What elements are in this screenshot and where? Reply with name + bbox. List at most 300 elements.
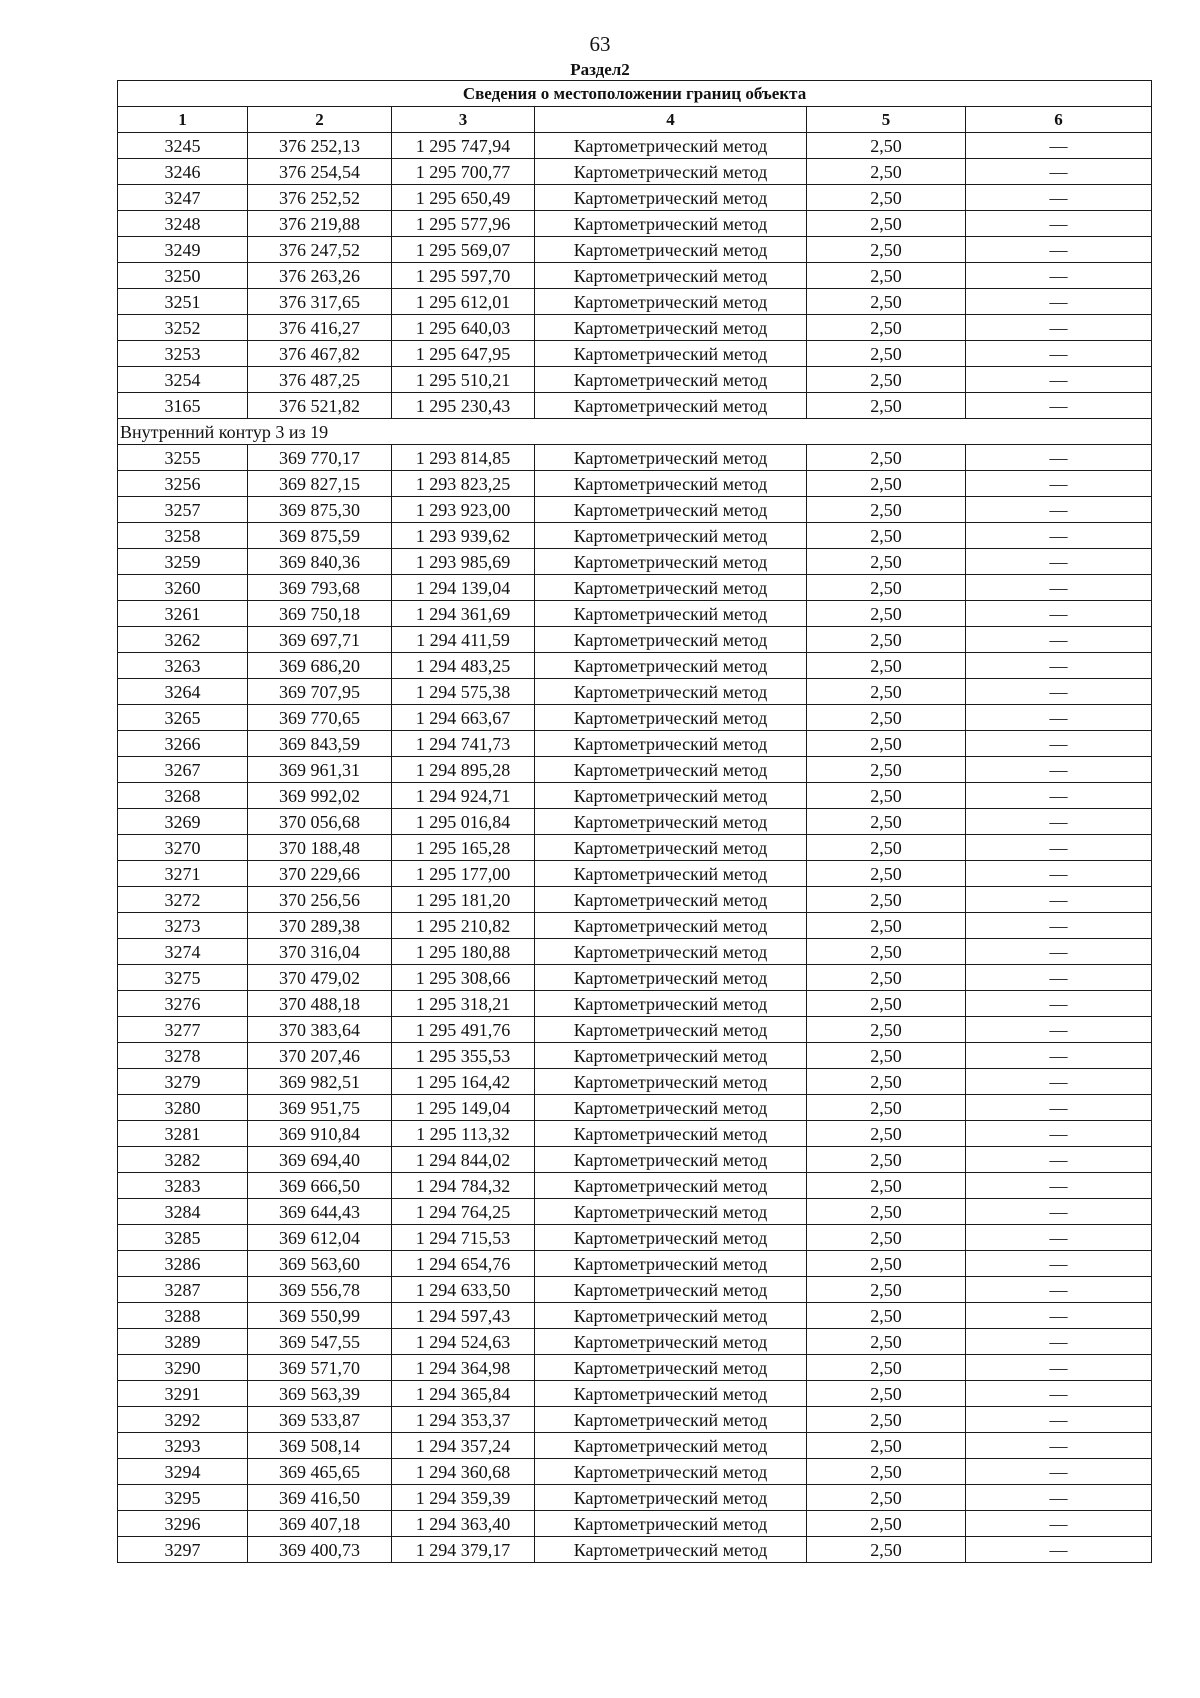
note-cell: —	[966, 1433, 1152, 1459]
x-coordinate-cell: 369 686,20	[248, 653, 392, 679]
x-coordinate-cell: 370 383,64	[248, 1017, 392, 1043]
note-cell: —	[966, 1355, 1152, 1381]
method-cell: Картометрический метод	[535, 1043, 807, 1069]
method-cell: Картометрический метод	[535, 1225, 807, 1251]
table-row	[118, 367, 1152, 393]
method-cell: Картометрический метод	[535, 913, 807, 939]
note-cell: —	[966, 523, 1152, 549]
point-number-cell: 3258	[118, 523, 248, 549]
note-cell: —	[966, 757, 1152, 783]
x-coordinate-cell: 369 694,40	[248, 1147, 392, 1173]
accuracy-cell: 2,50	[807, 1459, 966, 1485]
accuracy-cell: 2,50	[807, 133, 966, 159]
x-coordinate-cell: 369 644,43	[248, 1199, 392, 1225]
x-coordinate-cell: 369 992,02	[248, 783, 392, 809]
column-header: 1	[118, 107, 248, 133]
x-coordinate-cell: 369 550,99	[248, 1303, 392, 1329]
accuracy-cell: 2,50	[807, 627, 966, 653]
method-cell: Картометрический метод	[535, 1251, 807, 1277]
point-number-cell: 3259	[118, 549, 248, 575]
method-cell: Картометрический метод	[535, 315, 807, 341]
note-cell: —	[966, 653, 1152, 679]
point-number-cell: 3291	[118, 1381, 248, 1407]
point-number-cell: 3247	[118, 185, 248, 211]
y-coordinate-cell: 1 295 491,76	[392, 1017, 535, 1043]
x-coordinate-cell: 369 827,15	[248, 471, 392, 497]
note-cell: —	[966, 887, 1152, 913]
point-number-cell: 3245	[118, 133, 248, 159]
point-number-cell: 3268	[118, 783, 248, 809]
contour-subheader-row	[118, 419, 1152, 445]
point-number-cell: 3295	[118, 1485, 248, 1511]
y-coordinate-cell: 1 295 569,07	[392, 237, 535, 263]
point-number-cell: 3257	[118, 497, 248, 523]
method-cell: Картометрический метод	[535, 1485, 807, 1511]
accuracy-cell: 2,50	[807, 211, 966, 237]
method-cell: Картометрический метод	[535, 627, 807, 653]
table-row	[118, 1355, 1152, 1381]
accuracy-cell: 2,50	[807, 1485, 966, 1511]
table-row	[118, 315, 1152, 341]
table-row	[118, 1199, 1152, 1225]
note-cell: —	[966, 1251, 1152, 1277]
point-number-cell: 3286	[118, 1251, 248, 1277]
table-row	[118, 263, 1152, 289]
note-cell: —	[966, 1017, 1152, 1043]
x-coordinate-cell: 369 563,60	[248, 1251, 392, 1277]
y-coordinate-cell: 1 294 663,67	[392, 705, 535, 731]
method-cell: Картометрический метод	[535, 939, 807, 965]
accuracy-cell: 2,50	[807, 1173, 966, 1199]
method-cell: Картометрический метод	[535, 133, 807, 159]
accuracy-cell: 2,50	[807, 757, 966, 783]
point-number-cell: 3269	[118, 809, 248, 835]
accuracy-cell: 2,50	[807, 1277, 966, 1303]
y-coordinate-cell: 1 293 923,00	[392, 497, 535, 523]
y-coordinate-cell: 1 294 379,17	[392, 1537, 535, 1563]
y-coordinate-cell: 1 295 165,28	[392, 835, 535, 861]
y-coordinate-cell: 1 295 164,42	[392, 1069, 535, 1095]
method-cell: Картометрический метод	[535, 1199, 807, 1225]
table-row	[118, 1121, 1152, 1147]
accuracy-cell: 2,50	[807, 601, 966, 627]
point-number-cell: 3165	[118, 393, 248, 419]
note-cell: —	[966, 575, 1152, 601]
accuracy-cell: 2,50	[807, 913, 966, 939]
y-coordinate-cell: 1 294 654,76	[392, 1251, 535, 1277]
x-coordinate-cell: 376 317,65	[248, 289, 392, 315]
y-coordinate-cell: 1 295 230,43	[392, 393, 535, 419]
accuracy-cell: 2,50	[807, 939, 966, 965]
y-coordinate-cell: 1 295 355,53	[392, 1043, 535, 1069]
note-cell: —	[966, 1173, 1152, 1199]
note-cell: —	[966, 627, 1152, 653]
x-coordinate-cell: 369 416,50	[248, 1485, 392, 1511]
accuracy-cell: 2,50	[807, 1329, 966, 1355]
note-cell: —	[966, 1069, 1152, 1095]
note-cell: —	[966, 1511, 1152, 1537]
y-coordinate-cell: 1 294 360,68	[392, 1459, 535, 1485]
y-coordinate-cell: 1 295 647,95	[392, 341, 535, 367]
accuracy-cell: 2,50	[807, 653, 966, 679]
point-number-cell: 3290	[118, 1355, 248, 1381]
point-number-cell: 3292	[118, 1407, 248, 1433]
x-coordinate-cell: 370 188,48	[248, 835, 392, 861]
note-cell: —	[966, 1329, 1152, 1355]
note-cell: —	[966, 1537, 1152, 1563]
table-row	[118, 133, 1152, 159]
table-row	[118, 809, 1152, 835]
column-header: 5	[807, 107, 966, 133]
table-row	[118, 445, 1152, 471]
point-number-cell: 3297	[118, 1537, 248, 1563]
contour-subheader: Внутренний контур 3 из 19	[118, 419, 1152, 445]
method-cell: Картометрический метод	[535, 757, 807, 783]
accuracy-cell: 2,50	[807, 1355, 966, 1381]
point-number-cell: 3288	[118, 1303, 248, 1329]
method-cell: Картометрический метод	[535, 1381, 807, 1407]
table-row	[118, 1173, 1152, 1199]
point-number-cell: 3264	[118, 679, 248, 705]
point-number-cell: 3267	[118, 757, 248, 783]
accuracy-cell: 2,50	[807, 991, 966, 1017]
y-coordinate-cell: 1 294 741,73	[392, 731, 535, 757]
method-cell: Картометрический метод	[535, 731, 807, 757]
method-cell: Картометрический метод	[535, 861, 807, 887]
point-number-cell: 3271	[118, 861, 248, 887]
table-row	[118, 939, 1152, 965]
accuracy-cell: 2,50	[807, 1043, 966, 1069]
x-coordinate-cell: 370 488,18	[248, 991, 392, 1017]
y-coordinate-cell: 1 295 177,00	[392, 861, 535, 887]
table-row	[118, 497, 1152, 523]
method-cell: Картометрический метод	[535, 159, 807, 185]
accuracy-cell: 2,50	[807, 1511, 966, 1537]
accuracy-cell: 2,50	[807, 1251, 966, 1277]
point-number-cell: 3296	[118, 1511, 248, 1537]
note-cell: —	[966, 601, 1152, 627]
table-body	[118, 133, 1152, 1563]
method-cell: Картометрический метод	[535, 965, 807, 991]
method-cell: Картометрический метод	[535, 653, 807, 679]
point-number-cell: 3261	[118, 601, 248, 627]
y-coordinate-cell: 1 294 524,63	[392, 1329, 535, 1355]
point-number-cell: 3279	[118, 1069, 248, 1095]
note-cell: —	[966, 913, 1152, 939]
accuracy-cell: 2,50	[807, 393, 966, 419]
table-row	[118, 1069, 1152, 1095]
y-coordinate-cell: 1 295 640,03	[392, 315, 535, 341]
table-caption: Сведения о местоположении границ объекта	[118, 81, 1152, 107]
accuracy-cell: 2,50	[807, 1407, 966, 1433]
note-cell: —	[966, 991, 1152, 1017]
x-coordinate-cell: 376 252,13	[248, 133, 392, 159]
accuracy-cell: 2,50	[807, 1121, 966, 1147]
method-cell: Картометрический метод	[535, 1277, 807, 1303]
x-coordinate-cell: 369 547,55	[248, 1329, 392, 1355]
table-row	[118, 1251, 1152, 1277]
x-coordinate-cell: 376 219,88	[248, 211, 392, 237]
y-coordinate-cell: 1 295 577,96	[392, 211, 535, 237]
method-cell: Картометрический метод	[535, 1537, 807, 1563]
note-cell: —	[966, 549, 1152, 575]
x-coordinate-cell: 369 910,84	[248, 1121, 392, 1147]
method-cell: Картометрический метод	[535, 237, 807, 263]
y-coordinate-cell: 1 295 181,20	[392, 887, 535, 913]
y-coordinate-cell: 1 295 180,88	[392, 939, 535, 965]
x-coordinate-cell: 369 612,04	[248, 1225, 392, 1251]
x-coordinate-cell: 369 533,87	[248, 1407, 392, 1433]
column-header: 4	[535, 107, 807, 133]
accuracy-cell: 2,50	[807, 705, 966, 731]
table-row	[118, 601, 1152, 627]
accuracy-cell: 2,50	[807, 341, 966, 367]
table-row	[118, 211, 1152, 237]
x-coordinate-cell: 376 247,52	[248, 237, 392, 263]
y-coordinate-cell: 1 294 633,50	[392, 1277, 535, 1303]
y-coordinate-cell: 1 295 612,01	[392, 289, 535, 315]
x-coordinate-cell: 369 400,73	[248, 1537, 392, 1563]
y-coordinate-cell: 1 295 650,49	[392, 185, 535, 211]
note-cell: —	[966, 1407, 1152, 1433]
method-cell: Картометрический метод	[535, 1329, 807, 1355]
accuracy-cell: 2,50	[807, 679, 966, 705]
x-coordinate-cell: 369 563,39	[248, 1381, 392, 1407]
accuracy-cell: 2,50	[807, 445, 966, 471]
point-number-cell: 3273	[118, 913, 248, 939]
method-cell: Картометрический метод	[535, 1173, 807, 1199]
point-number-cell: 3274	[118, 939, 248, 965]
accuracy-cell: 2,50	[807, 1225, 966, 1251]
method-cell: Картометрический метод	[535, 601, 807, 627]
y-coordinate-cell: 1 295 510,21	[392, 367, 535, 393]
table-row	[118, 965, 1152, 991]
accuracy-cell: 2,50	[807, 783, 966, 809]
table-row	[118, 627, 1152, 653]
table-row	[118, 731, 1152, 757]
note-cell: —	[966, 783, 1152, 809]
method-cell: Картометрический метод	[535, 393, 807, 419]
x-coordinate-cell: 369 508,14	[248, 1433, 392, 1459]
method-cell: Картометрический метод	[535, 835, 807, 861]
y-coordinate-cell: 1 294 364,98	[392, 1355, 535, 1381]
note-cell: —	[966, 341, 1152, 367]
column-header: 3	[392, 107, 535, 133]
point-number-cell: 3284	[118, 1199, 248, 1225]
point-number-cell: 3293	[118, 1433, 248, 1459]
table-row	[118, 1147, 1152, 1173]
table-row	[118, 1043, 1152, 1069]
table-row	[118, 1407, 1152, 1433]
table-row	[118, 835, 1152, 861]
accuracy-cell: 2,50	[807, 731, 966, 757]
table-row	[118, 185, 1152, 211]
x-coordinate-cell: 369 770,17	[248, 445, 392, 471]
x-coordinate-cell: 369 982,51	[248, 1069, 392, 1095]
y-coordinate-cell: 1 294 353,37	[392, 1407, 535, 1433]
table-row	[118, 653, 1152, 679]
table-row	[118, 393, 1152, 419]
y-coordinate-cell: 1 294 363,40	[392, 1511, 535, 1537]
method-cell: Картометрический метод	[535, 1147, 807, 1173]
table-row	[118, 471, 1152, 497]
point-number-cell: 3256	[118, 471, 248, 497]
accuracy-cell: 2,50	[807, 1147, 966, 1173]
y-coordinate-cell: 1 294 924,71	[392, 783, 535, 809]
method-cell: Картометрический метод	[535, 549, 807, 575]
note-cell: —	[966, 211, 1152, 237]
note-cell: —	[966, 809, 1152, 835]
note-cell: —	[966, 1225, 1152, 1251]
method-cell: Картометрический метод	[535, 1069, 807, 1095]
x-coordinate-cell: 369 465,65	[248, 1459, 392, 1485]
x-coordinate-cell: 370 207,46	[248, 1043, 392, 1069]
x-coordinate-cell: 370 316,04	[248, 939, 392, 965]
note-cell: —	[966, 1199, 1152, 1225]
table-row	[118, 549, 1152, 575]
point-number-cell: 3263	[118, 653, 248, 679]
table-row	[118, 159, 1152, 185]
table-row	[118, 1433, 1152, 1459]
x-coordinate-cell: 369 697,71	[248, 627, 392, 653]
point-number-cell: 3280	[118, 1095, 248, 1121]
accuracy-cell: 2,50	[807, 497, 966, 523]
note-cell: —	[966, 289, 1152, 315]
method-cell: Картометрический метод	[535, 211, 807, 237]
point-number-cell: 3252	[118, 315, 248, 341]
note-cell: —	[966, 1043, 1152, 1069]
accuracy-cell: 2,50	[807, 887, 966, 913]
point-number-cell: 3246	[118, 159, 248, 185]
accuracy-cell: 2,50	[807, 315, 966, 341]
accuracy-cell: 2,50	[807, 835, 966, 861]
method-cell: Картометрический метод	[535, 341, 807, 367]
method-cell: Картометрический метод	[535, 679, 807, 705]
x-coordinate-cell: 369 793,68	[248, 575, 392, 601]
note-cell: —	[966, 367, 1152, 393]
table-row	[118, 757, 1152, 783]
table-row	[118, 575, 1152, 601]
table-row	[118, 1303, 1152, 1329]
y-coordinate-cell: 1 295 700,77	[392, 159, 535, 185]
point-number-cell: 3277	[118, 1017, 248, 1043]
x-coordinate-cell: 369 407,18	[248, 1511, 392, 1537]
table-row	[118, 1537, 1152, 1563]
point-number-cell: 3265	[118, 705, 248, 731]
note-cell: —	[966, 679, 1152, 705]
point-number-cell: 3285	[118, 1225, 248, 1251]
y-coordinate-cell: 1 294 357,24	[392, 1433, 535, 1459]
accuracy-cell: 2,50	[807, 1537, 966, 1563]
x-coordinate-cell: 370 056,68	[248, 809, 392, 835]
table-row	[118, 1225, 1152, 1251]
table-row	[118, 237, 1152, 263]
method-cell: Картометрический метод	[535, 523, 807, 549]
accuracy-cell: 2,50	[807, 965, 966, 991]
y-coordinate-cell: 1 293 939,62	[392, 523, 535, 549]
accuracy-cell: 2,50	[807, 263, 966, 289]
x-coordinate-cell: 369 750,18	[248, 601, 392, 627]
note-cell: —	[966, 1459, 1152, 1485]
note-cell: —	[966, 939, 1152, 965]
accuracy-cell: 2,50	[807, 471, 966, 497]
table-row	[118, 1485, 1152, 1511]
x-coordinate-cell: 376 252,52	[248, 185, 392, 211]
table-row	[118, 1329, 1152, 1355]
x-coordinate-cell: 376 263,26	[248, 263, 392, 289]
point-number-cell: 3283	[118, 1173, 248, 1199]
y-coordinate-cell: 1 293 814,85	[392, 445, 535, 471]
point-number-cell: 3276	[118, 991, 248, 1017]
y-coordinate-cell: 1 294 597,43	[392, 1303, 535, 1329]
y-coordinate-cell: 1 294 764,25	[392, 1199, 535, 1225]
table-row	[118, 861, 1152, 887]
x-coordinate-cell: 369 840,36	[248, 549, 392, 575]
x-coordinate-cell: 369 571,70	[248, 1355, 392, 1381]
y-coordinate-cell: 1 295 016,84	[392, 809, 535, 835]
note-cell: —	[966, 835, 1152, 861]
point-number-cell: 3294	[118, 1459, 248, 1485]
note-cell: —	[966, 861, 1152, 887]
table-row	[118, 783, 1152, 809]
accuracy-cell: 2,50	[807, 1199, 966, 1225]
y-coordinate-cell: 1 295 113,32	[392, 1121, 535, 1147]
table-row	[118, 1277, 1152, 1303]
note-cell: —	[966, 497, 1152, 523]
note-cell: —	[966, 445, 1152, 471]
point-number-cell: 3255	[118, 445, 248, 471]
table-row	[118, 705, 1152, 731]
method-cell: Картометрический метод	[535, 1355, 807, 1381]
point-number-cell: 3287	[118, 1277, 248, 1303]
accuracy-cell: 2,50	[807, 159, 966, 185]
x-coordinate-cell: 376 467,82	[248, 341, 392, 367]
method-cell: Картометрический метод	[535, 809, 807, 835]
method-cell: Картометрический метод	[535, 263, 807, 289]
accuracy-cell: 2,50	[807, 1017, 966, 1043]
point-number-cell: 3275	[118, 965, 248, 991]
point-number-cell: 3282	[118, 1147, 248, 1173]
y-coordinate-cell: 1 293 985,69	[392, 549, 535, 575]
point-number-cell: 3250	[118, 263, 248, 289]
accuracy-cell: 2,50	[807, 1381, 966, 1407]
method-cell: Картометрический метод	[535, 1511, 807, 1537]
method-cell: Картометрический метод	[535, 445, 807, 471]
accuracy-cell: 2,50	[807, 575, 966, 601]
method-cell: Картометрический метод	[535, 289, 807, 315]
point-number-cell: 3249	[118, 237, 248, 263]
y-coordinate-cell: 1 294 844,02	[392, 1147, 535, 1173]
x-coordinate-cell: 370 256,56	[248, 887, 392, 913]
method-cell: Картометрический метод	[535, 1407, 807, 1433]
x-coordinate-cell: 369 666,50	[248, 1173, 392, 1199]
y-coordinate-cell: 1 293 823,25	[392, 471, 535, 497]
table-row	[118, 1095, 1152, 1121]
x-coordinate-cell: 376 416,27	[248, 315, 392, 341]
point-number-cell: 3251	[118, 289, 248, 315]
method-cell: Картометрический метод	[535, 575, 807, 601]
note-cell: —	[966, 393, 1152, 419]
note-cell: —	[966, 1147, 1152, 1173]
note-cell: —	[966, 1303, 1152, 1329]
accuracy-cell: 2,50	[807, 1433, 966, 1459]
accuracy-cell: 2,50	[807, 523, 966, 549]
x-coordinate-cell: 369 951,75	[248, 1095, 392, 1121]
note-cell: —	[966, 965, 1152, 991]
method-cell: Картометрический метод	[535, 991, 807, 1017]
note-cell: —	[966, 185, 1152, 211]
accuracy-cell: 2,50	[807, 185, 966, 211]
